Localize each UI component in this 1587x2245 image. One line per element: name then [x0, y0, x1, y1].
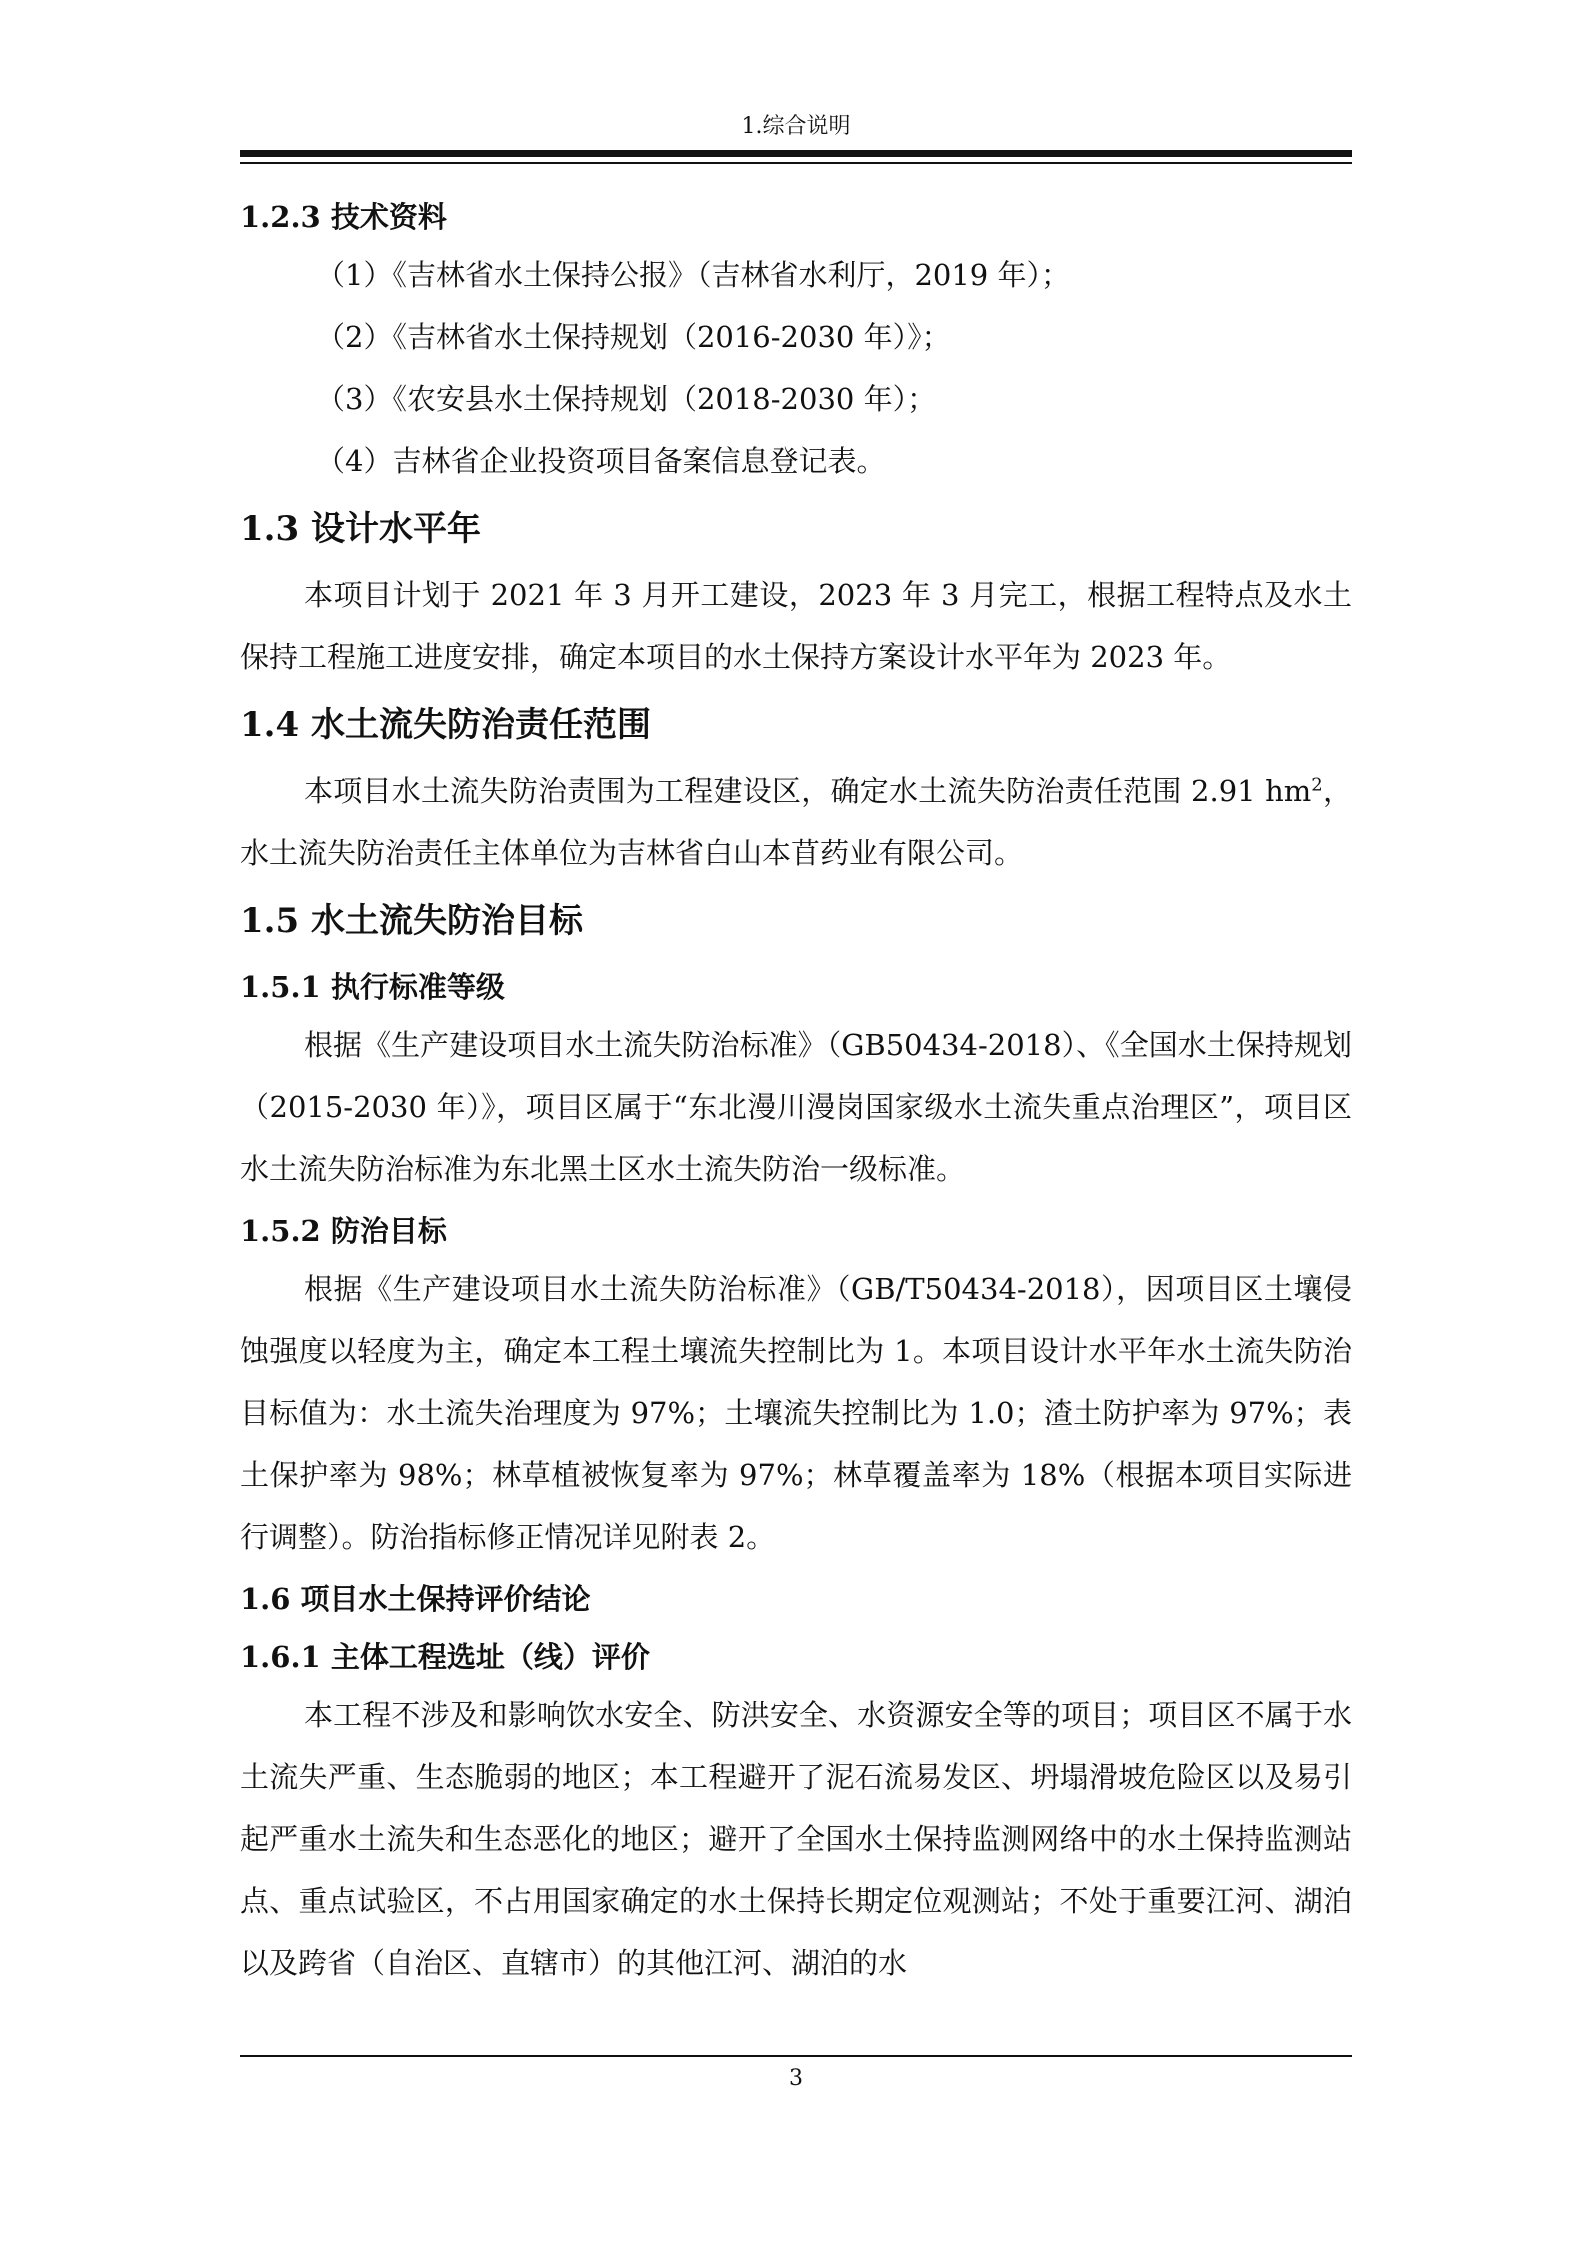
heading-1-4: 1.4 水土流失防治责任范围 [240, 705, 651, 745]
reference-item-2: （2）《吉林省水土保持规划（2016-2030 年）》； [316, 320, 951, 354]
header-rule-thick [240, 150, 1352, 157]
reference-item-3: （3）《农安县水土保持规划（2018-2030 年）； [316, 382, 937, 416]
running-header: 1.综合说明 [741, 114, 851, 139]
heading-1-6: 1.6 项目水土保持评价结论 [240, 1582, 591, 1616]
page-number: 3 [789, 2066, 803, 2091]
paragraph-1-4-text-b: ，水土流失防治责任主体单位为吉林省白山本苜药业有限公司。 [240, 774, 1352, 870]
paragraph-1-4 [240, 760, 1352, 884]
heading-1-5-1: 1.5.1 执行标准等级 [240, 970, 505, 1004]
heading-1-3: 1.3 设计水平年 [240, 509, 481, 549]
reference-item-4: （4）吉林省企业投资项目备案信息登记表。 [316, 444, 886, 478]
paragraph-1-5-1: 根据《生产建设项目水土流失防治标准》（GB50434-2018）、《全国水土保持规划（2015-2030 年）》，项目区属于“东北漫川漫岗国家级水土流失重点治理区”，项目区水土流失防治标准为东北黑土区水土流失防治一级标准。 [240, 1028, 1352, 1186]
paragraph-1-5-2: 根据《生产建设项目水土流失防治标准》（GB/T50434-2018），因项目区土壤侵蚀强度以轻度为主，确定本工程土壤流失控制比为 1。本项目设计水平年水土流失防治目标值为：水土流失治理度为 97%；土壤流失控制比为 1.0；渣土防护率为 97%；表土保护率为 98%；林草植被恢复率为 97%；林草覆盖率为 18%（根据本项目实际进行调整）。防治指标修正情况详见附表 2。 [240, 1272, 1352, 1554]
paragraph-1-4-text-a: 本项目水土流失防治责围为工程建设区，确定水土流失防治责任范围 2.91 hm [304, 774, 1312, 808]
heading-1-6-1: 1.6.1 主体工程选址（线）评价 [240, 1640, 650, 1674]
heading-1-5: 1.5 水土流失防治目标 [240, 901, 583, 941]
area-unit-superscript: 2 [1311, 774, 1323, 796]
header-rule-thin [240, 162, 1352, 164]
paragraph-1-3: 本项目计划于 2021 年 3 月开工建设，2023 年 3 月完工，根据工程特点及水土保持工程施工进度安排，确定本项目的水土保持方案设计水平年为 2023 年。 [240, 578, 1352, 674]
heading-1-2-3: 1.2.3 技术资料 [240, 200, 447, 234]
reference-item-1: （1）《吉林省水土保持公报》（吉林省水利厅，2019 年）； [316, 258, 1070, 292]
page-content [240, 186, 1352, 1994]
footer-rule [240, 2055, 1352, 2057]
heading-1-5-2: 1.5.2 防治目标 [240, 1214, 447, 1248]
paragraph-1-6-1: 本工程不涉及和影响饮水安全、防洪安全、水资源安全等的项目；项目区不属于水土流失严重、生态脆弱的地区；本工程避开了泥石流易发区、坍塌滑坡危险区以及易引起严重水土流失和生态恶化的地区；避开了全国水土保持监测网络中的水土保持监测站点、重点试验区，不占用国家确定的水土保持长期定位观测站；不处于重要江河、湖泊以及跨省（自治区、直辖市）的其他江河、湖泊的水 [240, 1698, 1352, 1980]
